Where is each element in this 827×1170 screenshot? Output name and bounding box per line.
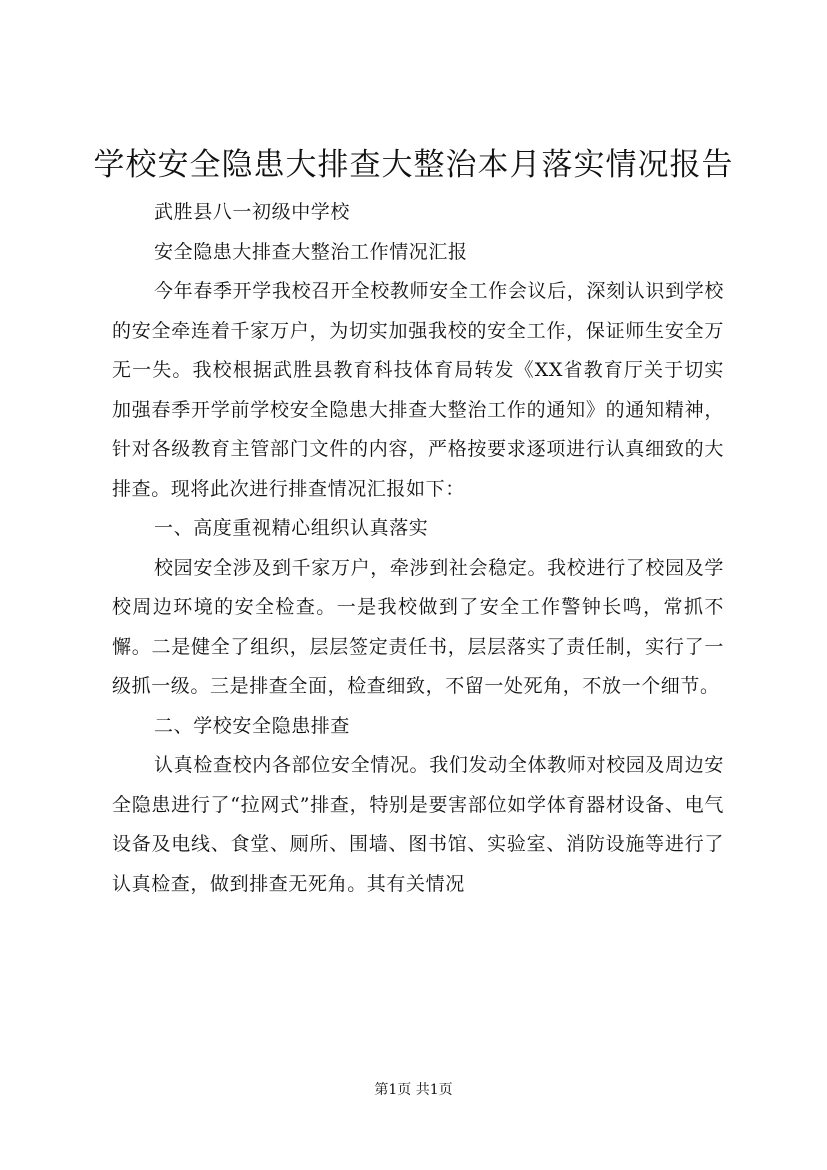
page-footer: 第1页 共1页 xyxy=(374,1082,453,1098)
section-heading-2: 二、学校安全隐患排查 xyxy=(154,714,351,737)
intro-paragraph: 今年春季开学我校召开全校教师安全工作会议后，深刻认识到学校的安全牵连着千家万户，为切实加强我校的安全工作，保证师生安全万无一失。我校根据武胜县教育科技体育局转发《XX省教育厅关于切实加强春季开学前学校安全隐患大排查大整治工作的通知》的通知精神，针对各级教育主管部门文件的内容，严格按要求逐项进行认真细致的大排查。现将此次进行排查情况汇报如下： xyxy=(112,280,724,500)
section-paragraph-1: 校园安全涉及到千家万户，牵涉到社会稳定。我校进行了校园及学校周边环境的安全检查。一是我校做到了安全工作警钟长鸣，常抓不懈。二是健全了组织，层层签定责任书，层层落实了责任制，实行了一级抓一级。三是排查全面，检查细致，不留一处死角，不放一个细节。 xyxy=(112,556,724,697)
section-heading-1: 一、高度重视精心组织认真落实 xyxy=(154,517,429,539)
section-paragraph-2: 认真检查校内各部位安全情况。我们发动全体教师对校园及周边安全隐患进行了“拉网式”排查，特别是要害部位如学体育器材设备、电气设备及电线、食堂、厕所、围墙、图书馆、实验室、消防设施等进行了认真检查，做到排查无死角。其有关情况 xyxy=(112,754,724,895)
report-subtitle: 安全隐患大排查大整治工作情况汇报 xyxy=(154,240,468,263)
document-body xyxy=(112,193,724,904)
school-name: 武胜县八一初级中学校 xyxy=(154,201,351,223)
document-title: 学校安全隐患大排查大整治本月落实情况报告 xyxy=(93,147,734,183)
